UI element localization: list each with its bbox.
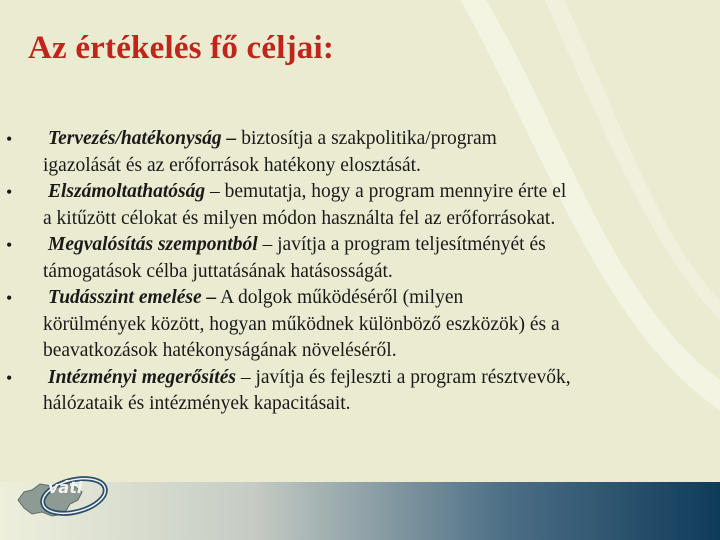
bullet-continuation: hálózataik és intézmények kapacitásait. <box>43 393 351 414</box>
bullet-continuation: támogatások célba juttatásának hatásosságát. <box>43 260 393 282</box>
bullet-term: Tudásszint emelése – <box>48 287 217 308</box>
bullet-item <box>0 126 720 179</box>
bullet-icon: • <box>6 367 13 388</box>
bullet-continuation: körülmények között, hogyan működnek különböző eszközök) és a <box>43 313 560 335</box>
bullet-text: – bemutatja, hogy a program mennyire érte el <box>205 181 567 202</box>
bullet-item <box>0 365 720 418</box>
bullet-text: – javítja és fejleszti a program résztvevők, <box>235 366 571 388</box>
bullet-item <box>0 179 720 232</box>
logo-text: váti <box>48 478 83 497</box>
bullet-continuation: igazolását és az erőforrások hatékony elosztását. <box>43 154 421 176</box>
bullet-icon: • <box>6 235 13 255</box>
bullet-continuation: beavatkozások hatékonyságának növeléséről. <box>43 340 397 361</box>
bullet-term: Megvalósítás szempontból <box>48 234 258 255</box>
bullet-item <box>0 285 720 365</box>
bullet-term: Elszámoltathatóság <box>48 181 206 202</box>
bullet-icon: • <box>6 129 13 149</box>
bullet-first-line <box>0 285 720 312</box>
bullet-list <box>0 126 720 418</box>
bullet-icon: • <box>6 182 13 202</box>
bullet-icon: • <box>6 288 13 308</box>
bullet-term: Intézményi megerősítés <box>48 366 236 388</box>
bullet-text: A dolgok működéséről (milyen <box>216 287 464 308</box>
bullet-first-line <box>0 126 720 153</box>
page-title: Az értékelés fő céljai: <box>28 30 335 66</box>
bullet-continuation: a kitűzött célokat és milyen módon használta fel az erőforrásokat. <box>43 207 556 229</box>
bullet-text: – javítja a program teljesítményét és <box>257 234 546 255</box>
bullet-first-line <box>0 232 720 259</box>
bullet-first-line <box>0 179 720 206</box>
bullet-item <box>0 232 720 285</box>
bullet-first-line <box>0 365 720 392</box>
bullet-term: Tervezés/hatékonyság – <box>48 128 237 149</box>
bullet-text: biztosítja a szakpolitika/program <box>236 128 497 149</box>
